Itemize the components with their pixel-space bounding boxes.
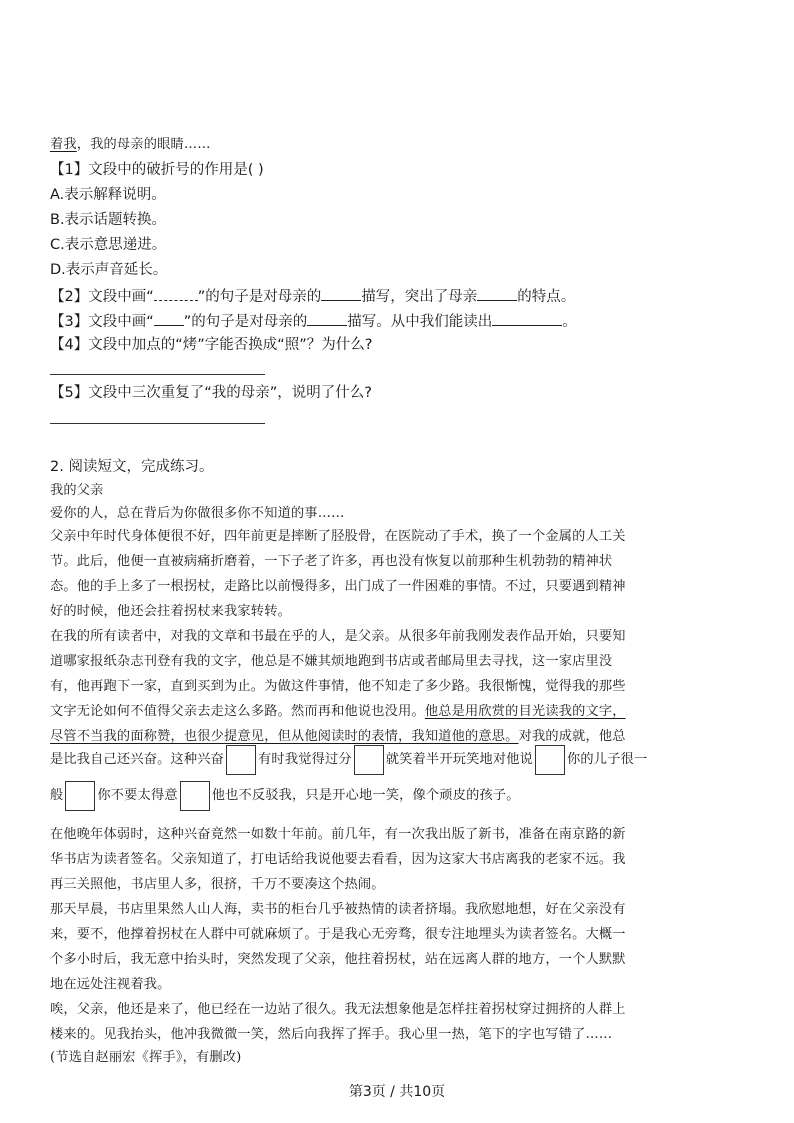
paragraph-2-line: 般 你不要太得意 他也不反驳我，只是开心地一笑，像个顽皮的孩子。 bbox=[50, 778, 520, 814]
paragraph-3-line: 再三关照他，书店里人多，很挤，千万不要凑这个热闹。 bbox=[50, 877, 385, 892]
paragraph-3-line: 在他晚年体弱时，这种兴奋竟然一如数十年前。前几年，有一次我出版了新书，准备在南京路的新 bbox=[50, 827, 626, 842]
option-c: C.表示意思递进。 bbox=[50, 237, 167, 253]
passage-title: 我的父亲 bbox=[50, 483, 104, 498]
subquestion-1: 【1】文段中的破折号的作用是( ) bbox=[50, 162, 264, 178]
punctuation-box[interactable] bbox=[226, 745, 256, 775]
paragraph-3-line: 华书店为读者签名。父亲知道了，打电话给我说他要去看看，因为这家大书店离我的老家不远。我 bbox=[50, 852, 626, 867]
paragraph-4-line: 地在远处注视着我。 bbox=[50, 977, 171, 992]
paragraph-2-line: 在我的所有读者中，对我的文章和书最在乎的人，是父亲。从很多年前我刚发表作品开始，只要知 bbox=[50, 629, 626, 644]
answer-blank[interactable] bbox=[477, 286, 517, 301]
passage-epigraph: 爱你的人，总在背后为你做很多你不知道的事…… bbox=[50, 506, 345, 521]
paragraph-2-line: 有，他再跑下一家，直到买到为止。为做这件事情，他不知走了多少路。我很惭愧，觉得我的那些 bbox=[50, 679, 626, 694]
paragraph-2-line: 是比我自己还兴奋。这种兴奋 有时我觉得过分 就笑着半开玩笑地对他说 你的儿子很一 bbox=[50, 742, 647, 778]
question-2-heading: 2. 阅读短文，完成练习。 bbox=[50, 459, 214, 475]
underlined-sentence: 尽管不当我的面称赞，也很少提意见，但从他阅读时的表情，我知道他的意思。 bbox=[50, 729, 519, 744]
punctuation-box[interactable] bbox=[535, 745, 565, 775]
punctuation-box[interactable] bbox=[65, 781, 95, 811]
paragraph-1-line: 父亲中年时代身体便很不好，四年前更是摔断了胫股骨，在医院动了手术，换了一个金属的人工关 bbox=[50, 529, 626, 544]
answer-blank[interactable] bbox=[307, 311, 347, 326]
option-d: D.表示声音延长。 bbox=[50, 262, 168, 278]
paragraph-1-line: 好的时候，他还会拄着拐杖来我家转转。 bbox=[50, 604, 291, 619]
answer-blank[interactable] bbox=[321, 286, 361, 301]
subquestion-3: 【3】文段中画“ ”的句子是对母亲的 描写。从中我们能读出 。 bbox=[50, 311, 577, 331]
paragraph-5-line: 唉，父亲，他还是来了，他已经在一边站了很久。我无法想象他是怎样拄着拐杖穿过拥挤的人群上 bbox=[50, 1002, 626, 1017]
underlined-phrase: 着我 bbox=[50, 137, 77, 152]
passage-source: (节选自赵丽宏《挥手》，有删改) bbox=[50, 1050, 242, 1065]
paragraph-5-line: 楼来的。见我抬头，他冲我微微一笑，然后向我挥了挥手。我心里一热，笔下的字也写错了…… bbox=[50, 1027, 613, 1042]
option-a: A.表示解释说明。 bbox=[50, 187, 166, 203]
page-number: 第3页 / 共10页 bbox=[348, 1084, 446, 1100]
straight-line-sample bbox=[154, 311, 184, 326]
paragraph-2-line: 尽管不当我的面称赞，也很少提意见，但从他阅读时的表情，我知道他的意思。对我的成就，他总 bbox=[50, 729, 626, 744]
subquestion-5: 【5】文段中三次重复了“我的母亲”，说明了什么? bbox=[50, 385, 372, 401]
punctuation-box[interactable] bbox=[354, 745, 384, 775]
wavy-line-sample bbox=[154, 286, 198, 301]
subquestion-2: 【2】文段中画“ ”的句子是对母亲的 描写，突出了母亲 的特点。 bbox=[50, 286, 575, 306]
punctuation-box[interactable] bbox=[180, 781, 210, 811]
answer-blank[interactable] bbox=[492, 311, 562, 326]
paragraph-2-line: 道哪家报纸杂志刊登有我的文字，他总是不嫌其烦地跑到书店或者邮局里去寻找，这一家店里没 bbox=[50, 654, 613, 669]
subquestion-4: 【4】文段中加点的“烤”字能否换成“照”？为什么? bbox=[50, 337, 373, 353]
paragraph-1-line: 节。此后，他便一直被病痛折磨着，一下子老了许多，再也没有恢复以前那种生机勃勃的精神状 bbox=[50, 554, 613, 569]
paragraph-4-line: 个多小时后，我无意中抬头时，突然发现了父亲，他拄着拐杖，站在远离人群的地方，一个人默默 bbox=[50, 952, 626, 967]
option-b: B.表示话题转换。 bbox=[50, 212, 167, 228]
underlined-sentence: 他总是用欣赏的目光读我的文字， bbox=[424, 704, 626, 719]
paragraph-1-line: 态。他的手上多了一根拐杖，走路比以前慢得多，出门成了一件困难的事情。不过，只要遇到精神 bbox=[50, 579, 626, 594]
answer-line[interactable] bbox=[50, 423, 265, 424]
paragraph-2-line: 文字无论如何不值得父亲去走这么多路。然而再和他说也没用。他总是用欣赏的目光读我的文字， bbox=[50, 704, 626, 719]
paragraph-4-line: 来，要不，他撑着拐杖在人群中可就麻烦了。于是我心无旁骛，很专注地埋头为读者签名。大概一 bbox=[50, 927, 626, 942]
answer-line[interactable] bbox=[50, 374, 265, 375]
paragraph-4-line: 那天早晨，书店里果然人山人海，卖书的柜台几乎被热情的读者挤塌。我欣慰地想，好在父亲没有 bbox=[50, 902, 626, 917]
passage-tail-line: 着我，我的母亲的眼睛…… bbox=[50, 137, 211, 152]
